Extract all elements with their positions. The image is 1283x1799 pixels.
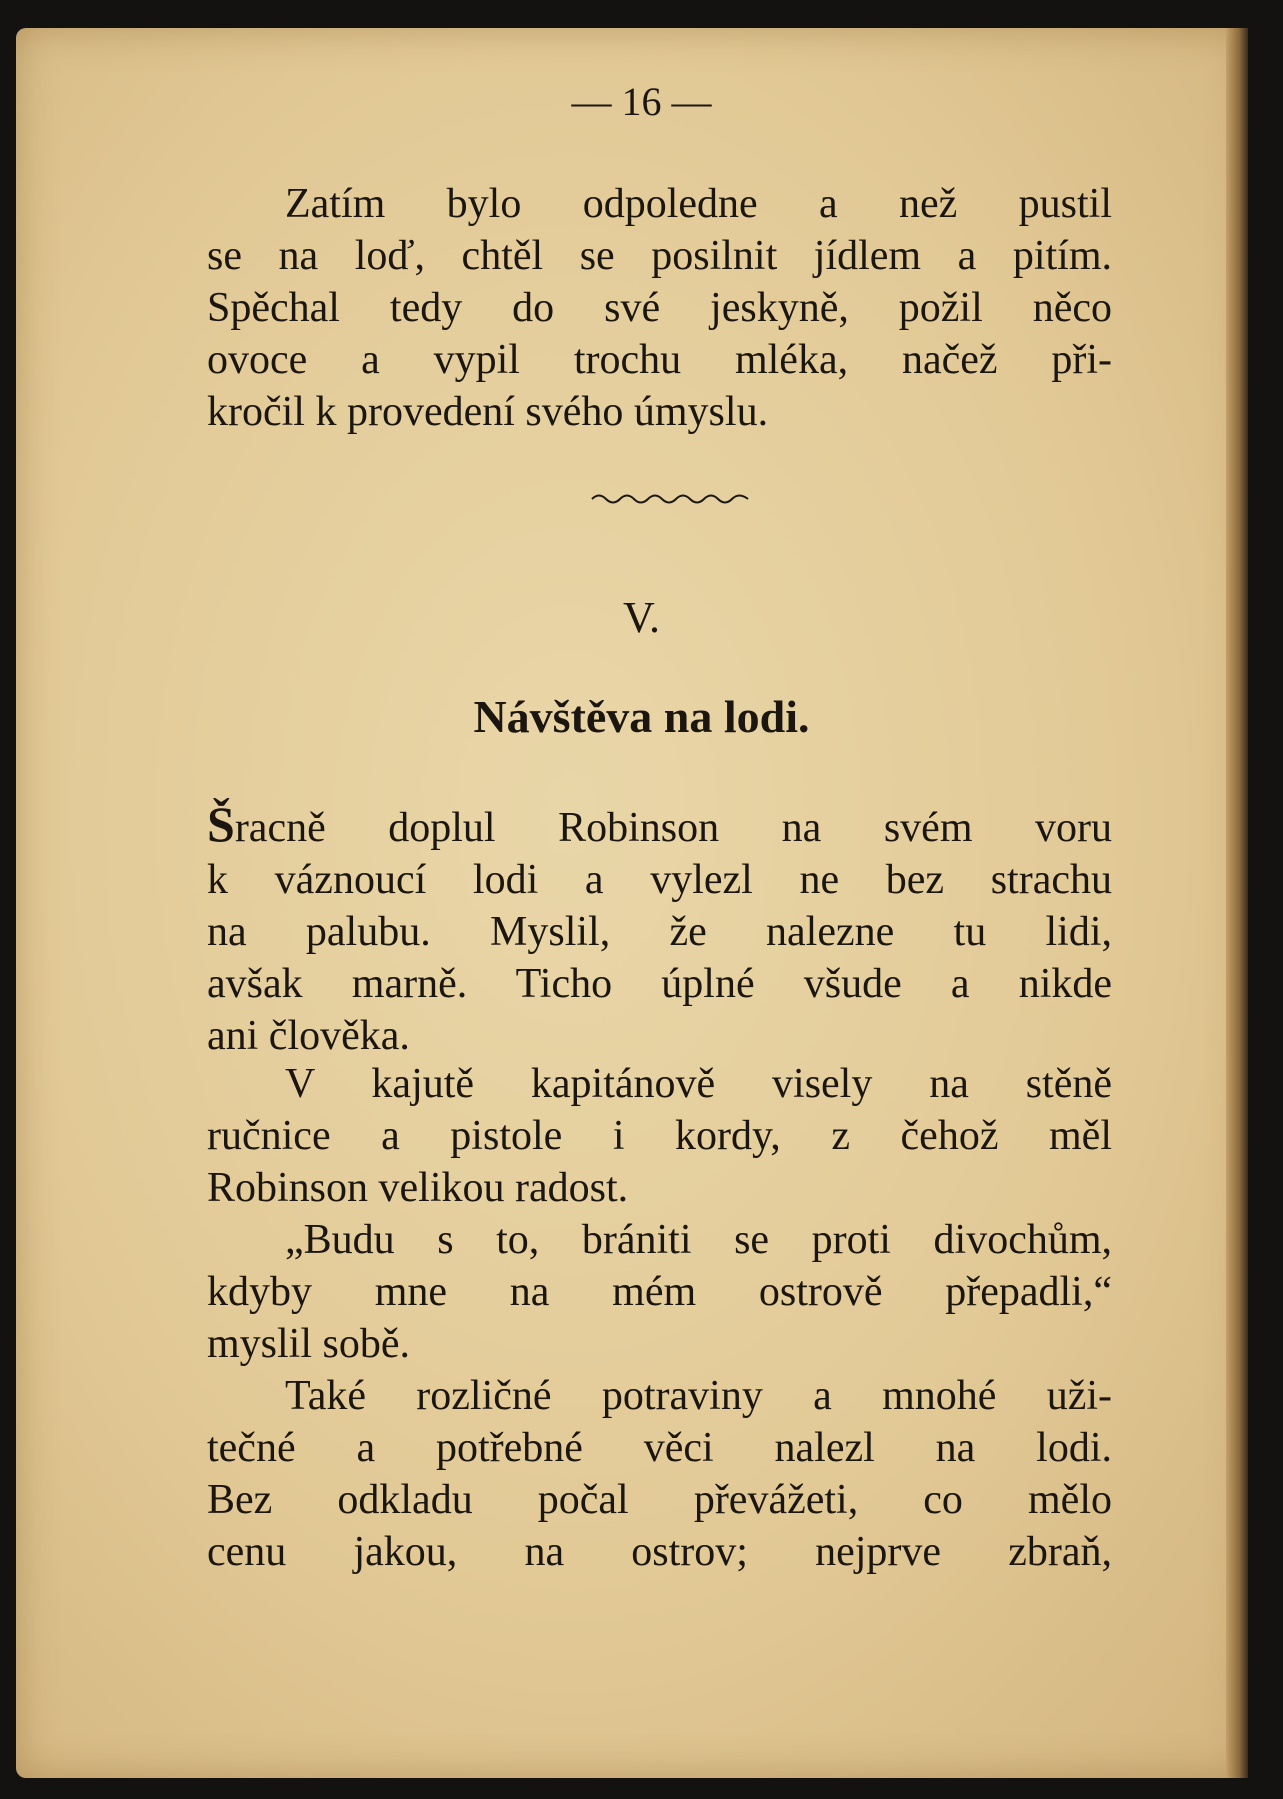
chapter-number: V. <box>622 593 661 642</box>
paragraph-5 <box>207 1370 1112 1578</box>
text-line: ručnice a pistole i kordy, z čehož měl <box>207 1113 1112 1159</box>
text-line: ovoce a vypil trochu mléka, načež při- <box>207 337 1112 383</box>
paragraph-1 <box>207 178 1112 438</box>
text-line: k váznoucí lodi a vylezl ne bez strachu <box>207 857 1112 903</box>
paragraph-3 <box>207 1058 1112 1214</box>
text-line: „Budu s to, brániti se proti divochům, <box>285 1217 1112 1263</box>
page-number: — 16 — <box>571 79 712 124</box>
text-line: myslil sobě. <box>207 1321 411 1367</box>
text-line: Bez odkladu počal převážeti, co mělo <box>207 1477 1112 1523</box>
chapter-title: Návštěva na lodi. <box>473 691 810 742</box>
text-line: Spěchal tedy do své jeskyně, požil něco <box>207 285 1112 331</box>
text-line: cenu jakou, na ostrov; nejprve zbraň, <box>207 1529 1112 1575</box>
wavy-divider-ornament <box>590 490 750 508</box>
text-line: racně doplul Robinson na svém voru <box>234 805 1112 851</box>
paragraph-2 <box>207 798 1112 1062</box>
text-line: Také rozličné potraviny a mnohé uži- <box>285 1373 1112 1419</box>
paragraph-4 <box>207 1214 1112 1370</box>
text-line: kročil k provedení svého úmyslu. <box>207 389 769 435</box>
text-line: ani člověka. <box>207 1013 410 1059</box>
text-line: tečné a potřebné věci nalezl na lodi. <box>207 1425 1112 1471</box>
text-line: avšak marně. Ticho úplné všude a nikde <box>207 961 1112 1007</box>
book-spine <box>1226 28 1248 1778</box>
text-line: V kajutě kapitánově visely na stěně <box>285 1061 1112 1107</box>
text-line: se na loď, chtěl se posilnit jídlem a pitím. <box>207 233 1112 279</box>
text-line: kdyby mne na mém ostrově přepadli,“ <box>207 1269 1112 1315</box>
text-line: Robinson velikou radost. <box>207 1165 629 1211</box>
drop-cap: Š <box>207 796 235 852</box>
text-line: na palubu. Myslil, že nalezne tu lidi, <box>207 909 1112 955</box>
text-line: Zatím bylo odpoledne a než pustil <box>285 181 1112 227</box>
